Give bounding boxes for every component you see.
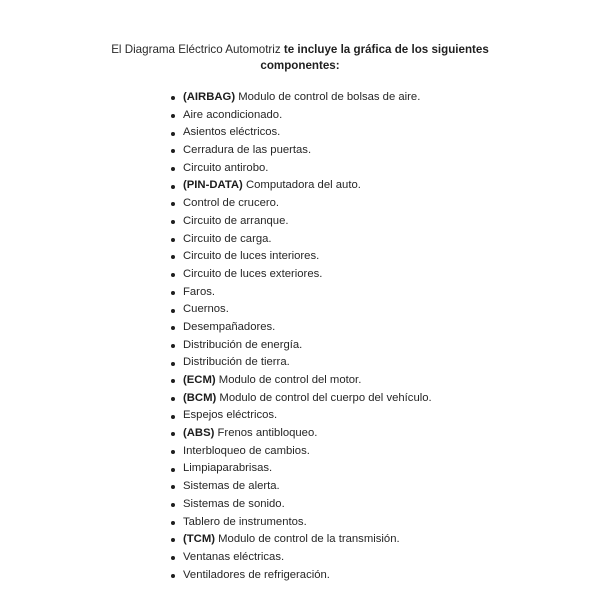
bullet-icon xyxy=(171,344,175,348)
list-item xyxy=(168,478,432,496)
bullet-icon xyxy=(171,309,175,313)
component-code: (BCM) xyxy=(183,391,217,404)
bullet-icon xyxy=(171,202,175,206)
component-text: Circuito de luces exteriores. xyxy=(183,267,323,280)
component-text: Circuito de carga. xyxy=(183,232,272,245)
component-code: (ABS) xyxy=(183,427,215,440)
component-text: Circuito de luces interiores. xyxy=(183,250,320,263)
component-text: Cuernos. xyxy=(183,303,229,316)
bullet-icon xyxy=(171,291,175,295)
list-item xyxy=(168,407,432,425)
component-text: Cerradura de las puertas. xyxy=(183,144,312,157)
list-item xyxy=(168,142,432,160)
list-item xyxy=(168,372,432,390)
bullet-icon xyxy=(171,167,175,171)
list-item xyxy=(168,354,432,372)
component-code: (ECM) xyxy=(183,374,216,386)
list-item xyxy=(168,549,432,567)
list-item xyxy=(168,567,432,585)
component-text: Desempañadores. xyxy=(183,320,276,333)
component-text: Circuito antirobo. xyxy=(183,161,269,174)
component-text: Faros. xyxy=(183,285,216,298)
component-list xyxy=(168,89,432,584)
bullet-icon xyxy=(171,185,175,189)
bullet-icon xyxy=(171,379,175,383)
list-item xyxy=(168,231,432,249)
component-text: Interbloqueo de cambios. xyxy=(183,444,310,457)
list-item xyxy=(168,390,432,408)
bullet-icon xyxy=(171,397,175,401)
component-text: Limpiaparabrisas. xyxy=(183,462,273,475)
bullet-icon xyxy=(171,432,175,436)
component-code: (TCM) xyxy=(183,533,215,546)
component-text: Tablero de instrumentos. xyxy=(183,515,307,528)
component-text: Asientos eléctricos. xyxy=(183,126,281,139)
component-text: Computadora del auto. xyxy=(245,179,361,192)
bullet-icon xyxy=(171,556,175,560)
list-item xyxy=(168,107,432,125)
component-text: Modulo de control de la transmisión. xyxy=(218,533,400,546)
bullet-icon xyxy=(171,362,175,366)
list-item xyxy=(168,514,432,532)
intro-bold-text-line1: te incluye la gráfica de los siguientes xyxy=(283,43,489,56)
component-text: Ventanas eléctricas. xyxy=(183,550,285,563)
list-item xyxy=(168,160,432,178)
component-text: Sistemas de sonido. xyxy=(183,497,285,510)
bullet-icon xyxy=(171,485,175,489)
list-item xyxy=(168,531,432,549)
intro-bold-text-line2: componentes: xyxy=(260,59,340,72)
bullet-icon xyxy=(171,574,175,578)
list-item xyxy=(168,284,432,302)
list-item xyxy=(168,195,432,213)
component-text: Ventiladores de refrigeración. xyxy=(183,568,330,581)
bullet-icon xyxy=(171,255,175,259)
bullet-icon xyxy=(171,273,175,277)
bullet-icon xyxy=(171,503,175,507)
component-code: (AIRBAG) xyxy=(183,91,236,103)
component-text: Modulo de control de bolsas de aire. xyxy=(238,91,421,103)
component-text: Modulo de control del cuerpo del vehículo. xyxy=(219,391,432,404)
component-text: Espejos eléctricos. xyxy=(183,409,278,422)
list-item xyxy=(168,124,432,142)
bullet-icon xyxy=(171,538,175,542)
list-item xyxy=(168,460,432,478)
list-item xyxy=(168,496,432,514)
component-text: Frenos antibloqueo. xyxy=(217,427,318,440)
bullet-icon xyxy=(171,132,175,136)
list-item xyxy=(168,443,432,461)
bullet-icon xyxy=(171,238,175,242)
bullet-icon xyxy=(171,415,175,419)
component-text: Sistemas de alerta. xyxy=(183,480,280,493)
component-text: Modulo de control del motor. xyxy=(218,374,362,386)
list-item xyxy=(168,301,432,319)
component-text: Aire acondicionado. xyxy=(183,108,283,121)
list-item xyxy=(168,248,432,266)
list-item xyxy=(168,319,432,337)
list-item xyxy=(168,89,432,107)
intro-normal-text: El Diagrama Eléctrico Automotriz xyxy=(111,43,284,56)
bullet-icon xyxy=(171,220,175,224)
list-item xyxy=(168,266,432,284)
component-text: Control de crucero. xyxy=(183,197,280,210)
component-code: (PIN-DATA) xyxy=(183,179,243,192)
component-text: Distribución de tierra. xyxy=(183,356,290,369)
list-item xyxy=(168,177,432,195)
bullet-icon xyxy=(171,149,175,153)
bullet-icon xyxy=(171,521,175,525)
bullet-icon xyxy=(171,450,175,454)
bullet-icon xyxy=(171,114,175,118)
bullet-icon xyxy=(171,96,175,100)
list-item xyxy=(168,337,432,355)
bullet-icon xyxy=(171,468,175,472)
list-item xyxy=(168,213,432,231)
list-item xyxy=(168,425,432,443)
bullet-icon xyxy=(171,326,175,330)
component-text: Distribución de energía. xyxy=(183,338,303,351)
component-text: Circuito de arranque. xyxy=(183,214,289,227)
intro-paragraph xyxy=(0,42,600,74)
